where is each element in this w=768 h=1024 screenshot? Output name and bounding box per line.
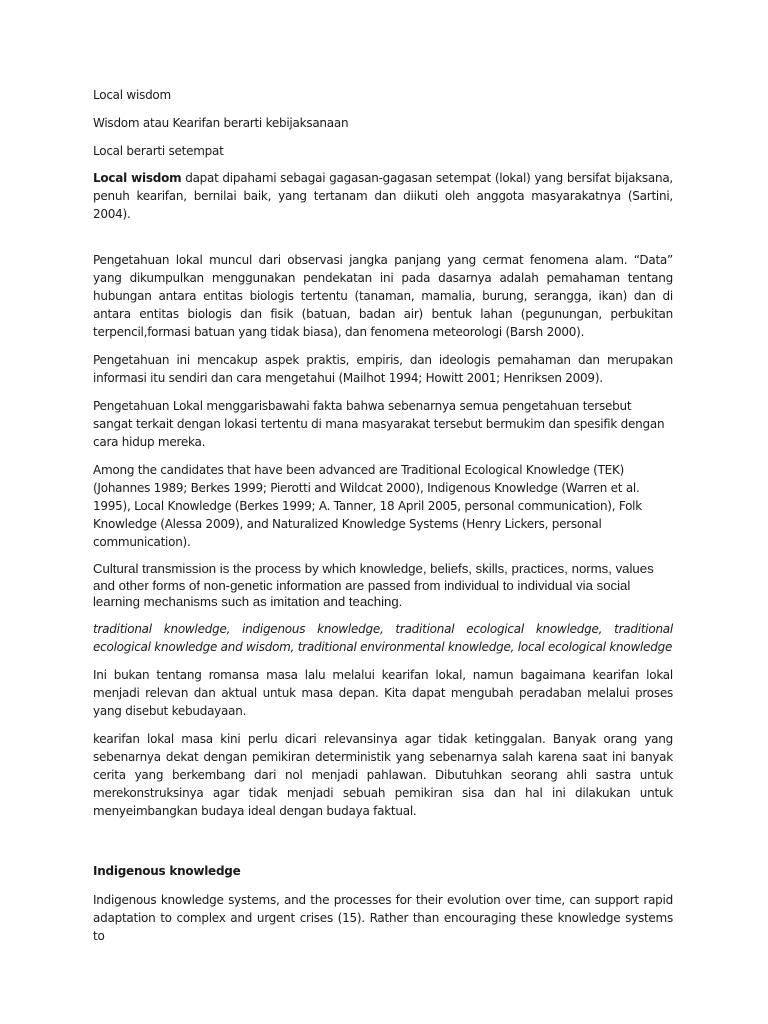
document-body (93, 86, 673, 955)
paragraph-knowledge-terms: traditional knowledge, indigenous knowledge, traditional ecological knowledge, traditional ecological knowledge and wisdom, traditional environmental knowledge, local ecological knowledge (93, 621, 673, 654)
paragraph-candidates: Among the candidates that have been advanced are Traditional Ecological Knowledge (TEK) (Johannes 1989; Berkes 1999; Pierotti and Wildcat 2000), Indigenous Knowledge (Warren et al. 1995), Local Knowledge (Berkes 1999; A. Tanner, 18 April 2005, personal communication), Folk Knowledge (Alessa 2009), and Naturalized Knowledge Systems (Henry Lickers, personal communication). (93, 463, 642, 549)
paragraph-local-knowledge-observation: Pengetahuan lokal muncul dari observasi jangka panjang yang cermat fenomena alam. “Data” yang dikumpulkan menggunakan pendekatan ini pada dasarnya adalah pemahaman tentang hubungan antara entitas biologis tertentu (tanaman, mamalia, burung, serangga, ikan) dan di antara entitas biologis dan fisik (batuan, badan air) bentuk lahan (pegunungan, perbukitan terpencil,formasi batuan yang tidak biasa), dan fenomena meteorologi (Barsh 2000). (93, 253, 673, 339)
line-local-wisdom: Local wisdom (93, 88, 171, 102)
paragraph-indigenous-systems: Indigenous knowledge systems, and the processes for their evolution over time, can support rapid adaptation to complex and urgent crises (15). Rather than encouraging these knowledge systems to (93, 892, 673, 943)
paragraph-knowledge-aspects: Pengetahuan ini mencakup aspek praktis, empiris, dan ideologis pemahaman dan merupakan informasi itu sendiri dan cara mengetahui (Mailhot 1994; Howitt 2001; Henriksen 2009). (93, 353, 673, 385)
local-wisdom-definition-paragraph (93, 169, 673, 223)
paragraph-location-specific: Pengetahuan Lokal menggarisbawahi fakta bahwa sebenarnya semua pengetahuan tersebut sangat terkait dengan lokasi tertentu di mana masyarakat tersebut bermukim dan spesifik dengan cara hidup mereka. (93, 399, 665, 449)
paragraph-cultural-transmission: Cultural transmission is the process by which knowledge, beliefs, skills, practices, norms, values and other forms of non-genetic information are passed from individual to individual via social learning mechanisms such as imitation and teaching. (93, 561, 654, 609)
section-heading: Indigenous knowledge (93, 863, 241, 878)
paragraph-relevance: Ini bukan tentang romansa masa lalu melalui kearifan lokal, namun bagaimana kearifan lokal menjadi relevan dan aktual untuk masa depan. Kita dapat mengubah peradaban melalui proses yang disebut kebudayaan. (93, 667, 673, 718)
line-local-definition: Local berarti setempat (93, 144, 224, 158)
line-wisdom-definition: Wisdom atau Kearifan berarti kebijaksanaan (93, 116, 349, 130)
definition-text: dapat dipahami sebagai gagasan-gagasan setempat (lokal) yang bersifat bijaksana, penuh kearifan, bernilai baik, yang tertanam dan diikuti oleh anggota masyarakatnya (Sartini, 2004). (93, 171, 673, 221)
definition-term: Local wisdom (93, 171, 182, 185)
paragraph-present-day: kearifan lokal masa kini perlu dicari relevansinya agar tidak ketinggalan. Banyak orang yang sebenarnya dekat dengan pemikiran deterministik yang sebenarnya salah karena saat ini banyak cerita yang berkembang dari nol menjadi pahlawan. Dibutuhkan seorang ahli sastra untuk merekonstruksinya agar tidak menjadi sebuah pemikiran sisa dan hal ini dilakukan untuk menyeimbangkan budaya ideal dengan budaya faktual. (93, 731, 673, 818)
